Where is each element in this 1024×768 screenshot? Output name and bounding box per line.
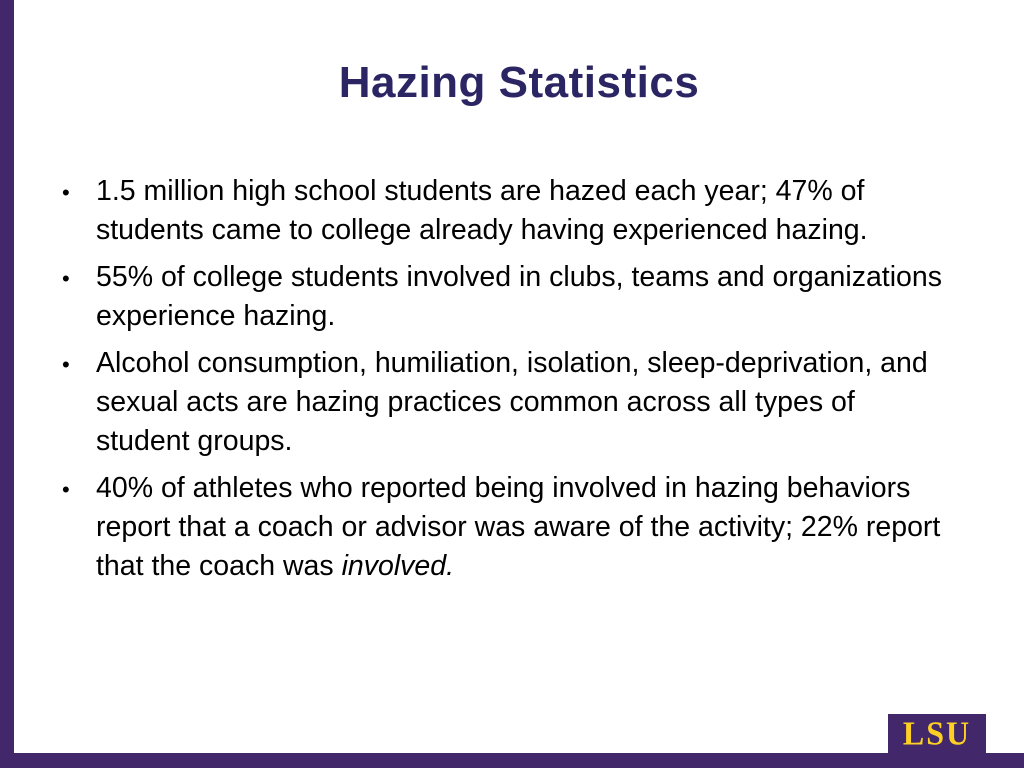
left-accent-bar (0, 0, 14, 768)
bullet-item (60, 172, 942, 250)
bullet-text: 40% of athletes who reported being involved in hazing behaviors report that a coach or advisor was aware of the activity; 22% report that the coach was (96, 472, 941, 582)
bullet-item (60, 344, 942, 461)
bottom-accent-bar (0, 753, 1024, 768)
bullet-item (60, 469, 942, 586)
bullet-text: 1.5 million high school students are hazed each year; 47% of students came to college already having experienced hazing. (96, 175, 868, 246)
bullet-marker-icon: • (62, 352, 70, 377)
bullet-list (60, 172, 942, 594)
bullet-marker-icon: • (62, 477, 70, 502)
slide-title: Hazing Statistics (338, 58, 700, 107)
bullet-marker-icon: • (62, 266, 70, 291)
bullet-marker-icon: • (62, 180, 70, 205)
lsu-logo (888, 714, 986, 753)
bullet-text: 55% of college students involved in clubs, teams and organizations experience hazing. (96, 261, 943, 332)
bullet-item (60, 258, 942, 336)
bullet-text: Alcohol consumption, humiliation, isolation, sleep-deprivation, and sexual acts are hazing practices common across all types of student groups. (96, 347, 928, 457)
lsu-logo-text: LSU (902, 714, 972, 752)
bullet-text-italic: involved. (341, 550, 455, 582)
